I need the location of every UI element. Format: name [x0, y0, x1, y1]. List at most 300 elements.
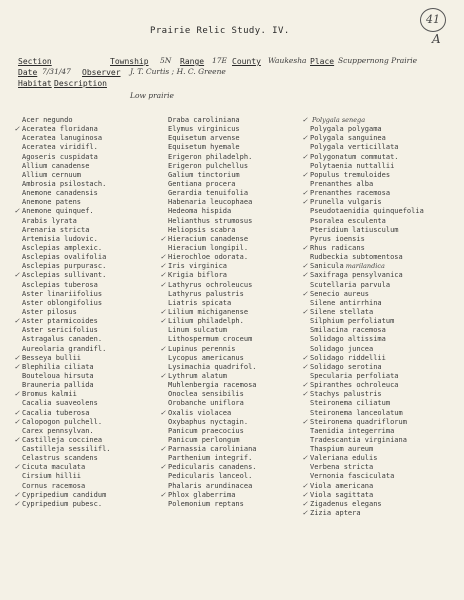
- species-name: Prenanthes racemosa: [310, 189, 391, 198]
- species-name: Cicuta maculata: [22, 463, 86, 472]
- species-name: Linum sulcatum: [168, 326, 228, 335]
- species-name: Lilium michiganense: [168, 307, 249, 316]
- check-mark: ✓: [302, 499, 308, 508]
- species-name: Cirsium hillii: [22, 472, 82, 481]
- species-name: Asclepias sullivant.: [22, 271, 107, 280]
- species-row: [160, 262, 310, 271]
- check-mark: ✓: [14, 435, 20, 444]
- date-label: Date: [18, 68, 38, 77]
- species-row: [302, 281, 452, 290]
- species-row: [14, 235, 164, 244]
- species-name: Pedicularis canadens.: [168, 463, 257, 472]
- species-row: [160, 390, 310, 399]
- range-label: Range: [180, 57, 205, 66]
- check-mark: ✓: [14, 317, 20, 326]
- check-mark: ✓: [302, 509, 308, 518]
- species-row: [160, 317, 310, 326]
- species-name: Bromus kalmii: [22, 390, 77, 399]
- species-name: Solidago serotina: [310, 362, 382, 371]
- species-row: [14, 271, 164, 280]
- species-row: [302, 290, 452, 299]
- species-name: Helianthus strumosus: [168, 216, 253, 225]
- species-name: Brauneria pallida: [22, 381, 94, 390]
- range-value: 17E: [212, 56, 228, 65]
- species-row: [302, 418, 452, 427]
- species-name: Steironema quadriflorum: [310, 417, 407, 426]
- species-name: Parnassia caroliniana: [168, 445, 257, 454]
- species-row: [302, 354, 452, 363]
- check-mark: ✓: [160, 234, 166, 243]
- species-row: [302, 409, 452, 418]
- species-name: Asclepias amplexic.: [22, 243, 103, 252]
- species-row: [14, 445, 164, 454]
- species-name: Spiranthes ochroleuca: [310, 381, 399, 390]
- species-name: Hieracium canadense: [168, 234, 249, 243]
- species-row: [302, 253, 452, 262]
- species-name: Polygala verticillata: [310, 143, 399, 152]
- species-row: [160, 482, 310, 491]
- species-column-1: [14, 116, 164, 509]
- species-row: [160, 427, 310, 436]
- check-mark: ✓: [14, 417, 20, 426]
- species-name: Iris virginica: [168, 262, 228, 271]
- species-row: [160, 445, 310, 454]
- place-label: Place: [310, 57, 335, 66]
- species-row: [160, 345, 310, 354]
- species-row: [14, 153, 164, 162]
- species-name: Cypripedium candidum: [22, 490, 107, 499]
- species-name: Equisetum arvense: [168, 134, 240, 143]
- species-row: [14, 472, 164, 481]
- species-row: [14, 253, 164, 262]
- species-row: [14, 482, 164, 491]
- check-mark: ✓: [302, 381, 308, 390]
- check-mark: ✓: [302, 170, 308, 179]
- species-name: Heliopsis scabra: [168, 225, 236, 234]
- species-name: Aster oblongifolius: [22, 298, 103, 307]
- species-name: Hieracium longipil.: [168, 243, 249, 252]
- species-row: [302, 363, 452, 372]
- species-row: [302, 244, 452, 253]
- species-name: Erigeron pulchellus: [168, 161, 249, 170]
- species-name: Arenaria stricta: [22, 225, 90, 234]
- check-mark: ✓: [14, 271, 20, 280]
- species-name: Pedicularis lanceol.: [168, 472, 253, 481]
- species-name: Calopogon pulchell.: [22, 417, 103, 426]
- species-row: [14, 281, 164, 290]
- species-row: [14, 390, 164, 399]
- check-mark: ✓: [14, 390, 20, 399]
- species-row: [302, 271, 452, 280]
- species-name: Phalaris arundinacea: [168, 481, 253, 490]
- check-mark: ✓: [302, 289, 308, 298]
- species-row: [160, 354, 310, 363]
- species-row: [302, 189, 452, 198]
- species-name: Smilacina racemosa: [310, 326, 386, 335]
- species-name: Aster sericifolius: [22, 326, 98, 335]
- check-mark: ✓: [160, 317, 166, 326]
- species-name: Blephilia ciliata: [22, 362, 94, 371]
- page-title: Prairie Relic Study. IV.: [150, 26, 290, 36]
- species-name: Oxybaphus nyctagin.: [168, 417, 249, 426]
- species-name: Phlox glaberrima: [168, 490, 236, 499]
- species-name: Agoseris cuspidata: [22, 152, 98, 161]
- species-row: [302, 134, 452, 143]
- species-name: Hierochloe odorata.: [168, 253, 249, 262]
- species-row: [14, 345, 164, 354]
- check-mark: ✓: [14, 125, 20, 134]
- species-row: [302, 427, 452, 436]
- check-mark: ✓: [302, 262, 308, 271]
- species-name: Viola sagittata: [310, 490, 374, 499]
- species-name: Steironema ciliatum: [310, 399, 391, 408]
- species-name: Aster ptarmicoides: [22, 317, 98, 326]
- species-row: [14, 399, 164, 408]
- check-mark: ✓: [14, 499, 20, 508]
- species-name: Sanicula: [310, 262, 344, 271]
- species-row: [14, 354, 164, 363]
- species-row: [302, 472, 452, 481]
- species-name: Aster linariifolius: [22, 289, 103, 298]
- species-name: Pyrus ioensis: [310, 234, 365, 243]
- species-name: Viola americana: [310, 481, 374, 490]
- species-row: [160, 472, 310, 481]
- species-row: [14, 299, 164, 308]
- species-name: Lythrum alatum: [168, 371, 228, 380]
- species-name: Onoclea sensibilis: [168, 390, 244, 399]
- species-row: [302, 372, 452, 381]
- species-row: [14, 335, 164, 344]
- species-row: [302, 153, 452, 162]
- species-name: Silene stellata: [310, 307, 374, 316]
- species-name: Steironema lanceolatum: [310, 408, 403, 417]
- species-name: Stachys palustris: [310, 390, 382, 399]
- species-row: [160, 180, 310, 189]
- check-mark: ✓: [302, 390, 308, 399]
- species-name: Silene antirrhina: [310, 298, 382, 307]
- species-name: Panicum perlongum: [168, 435, 240, 444]
- species-row: [14, 262, 164, 271]
- species-row: [160, 299, 310, 308]
- species-row: [160, 463, 310, 472]
- species-row: [302, 445, 452, 454]
- species-row: [160, 143, 310, 152]
- species-row: [160, 162, 310, 171]
- species-row: [160, 226, 310, 235]
- species-row: [302, 463, 452, 472]
- species-name: Allium canadense: [22, 161, 90, 170]
- check-mark: ✓: [160, 408, 166, 417]
- place-value: Scuppernong Prairie: [338, 56, 418, 65]
- species-name: Bouteloua hirsuta: [22, 371, 94, 380]
- species-row: [14, 418, 164, 427]
- species-name: Vernonia fasciculata: [310, 472, 395, 481]
- page-number-circle: 41: [420, 8, 446, 32]
- species-name: Silphium perfoliatum: [310, 317, 395, 326]
- species-name: Anemone quinquef.: [22, 207, 94, 216]
- species-name: Elymus virginicus: [168, 125, 240, 134]
- species-row: [160, 491, 310, 500]
- species-row: [302, 125, 452, 134]
- species-name: Lilium philadelph.: [168, 317, 244, 326]
- species-name: Castilleja sessilifl.: [22, 445, 111, 454]
- species-row: [160, 454, 310, 463]
- observer-value: J. T. Curtis ; H. C. Greene: [130, 67, 226, 76]
- species-name: Lysimachia quadrifol.: [168, 362, 257, 371]
- species-name: Lithospermum croceum: [168, 335, 253, 344]
- observer-label: Observer: [82, 68, 121, 77]
- species-row: [302, 335, 452, 344]
- species-name: Solidago juncea: [310, 344, 374, 353]
- species-row: [160, 189, 310, 198]
- species-name: Cornus racemosa: [22, 481, 86, 490]
- species-name: Equisetum hyemale: [168, 143, 240, 152]
- species-row: [302, 299, 452, 308]
- species-row: [14, 454, 164, 463]
- species-name: Tradescantia virginiana: [310, 435, 407, 444]
- species-row: [14, 116, 164, 125]
- species-row: [302, 317, 452, 326]
- species-row: [160, 125, 310, 134]
- check-mark: ✓: [160, 307, 166, 316]
- species-name: Muhlenbergia racemosa: [168, 381, 257, 390]
- species-row: [160, 235, 310, 244]
- species-row: [160, 217, 310, 226]
- section-label: Section: [18, 57, 52, 66]
- species-name: Scutellaria parvula: [310, 280, 391, 289]
- county-label: County: [232, 57, 261, 66]
- species-row: [14, 317, 164, 326]
- species-row: [160, 116, 310, 125]
- species-name: Specularia perfoliata: [310, 371, 399, 380]
- species-row: [14, 463, 164, 472]
- species-name: Artemisia ludovic.: [22, 234, 98, 243]
- species-row: [302, 390, 452, 399]
- species-name: Aster pilosus: [22, 307, 77, 316]
- species-name: Asclepias tuberosa: [22, 280, 98, 289]
- species-name: Parthenium integrif.: [168, 454, 253, 463]
- species-name: Cacalia suaveolens: [22, 399, 98, 408]
- check-mark: ✓: [302, 307, 308, 316]
- handwritten-annotation: marilandica: [345, 262, 385, 271]
- species-name: Astragalus canaden.: [22, 335, 103, 344]
- check-mark: ✓: [160, 262, 166, 271]
- species-name: Pteridium latiusculum: [310, 225, 399, 234]
- species-name: Galium tinctorium: [168, 170, 240, 179]
- check-mark: ✓: [14, 207, 20, 216]
- species-row: [302, 207, 452, 216]
- species-name: Aceratea viridifl.: [22, 143, 98, 152]
- species-name: Taenidia integerrima: [310, 426, 395, 435]
- species-row: [160, 500, 310, 509]
- species-row: [14, 363, 164, 372]
- species-name: Solidago riddellii: [310, 353, 386, 362]
- species-name: Populus tremuloides: [310, 170, 391, 179]
- check-mark: ✓: [160, 280, 166, 289]
- species-name: Psoralea esculenta: [310, 216, 386, 225]
- description-label: Description: [54, 79, 107, 88]
- species-row: [160, 134, 310, 143]
- species-name: Lycopus americanus: [168, 353, 244, 362]
- species-row: [14, 326, 164, 335]
- species-row: [302, 180, 452, 189]
- species-row: [302, 308, 452, 317]
- check-mark: ✓: [160, 490, 166, 499]
- check-mark: ✓: [160, 463, 166, 472]
- species-name: Anemone canadensis: [22, 189, 98, 198]
- species-name: Polygonatum commutat.: [310, 152, 399, 161]
- check-mark: ✓: [302, 417, 308, 426]
- species-name: Zizia aptera: [310, 509, 361, 518]
- species-row: [14, 143, 164, 152]
- species-row: [14, 308, 164, 317]
- check-mark: ✓: [14, 490, 20, 499]
- species-row: [14, 125, 164, 134]
- species-row: [14, 189, 164, 198]
- species-row: [302, 345, 452, 354]
- species-row: [14, 436, 164, 445]
- species-row: [14, 381, 164, 390]
- species-name: Polemonium reptans: [168, 499, 244, 508]
- species-row: [160, 381, 310, 390]
- species-name: Acer negundo: [22, 116, 73, 124]
- species-row: [302, 262, 452, 271]
- species-name: Arabis lyrata: [22, 216, 77, 225]
- species-row: [160, 372, 310, 381]
- species-row: [302, 509, 452, 518]
- species-row: [302, 381, 452, 390]
- species-row: [14, 217, 164, 226]
- species-row: [160, 409, 310, 418]
- species-row: [14, 244, 164, 253]
- species-name: Allium cernuum: [22, 170, 82, 179]
- species-name: Ambrosia psilostach.: [22, 179, 107, 188]
- species-name: Anemone patens: [22, 198, 82, 207]
- species-row: [160, 253, 310, 262]
- species-name: Rhus radicans: [310, 243, 365, 252]
- habitat-label: Habitat: [18, 79, 52, 88]
- species-row: [160, 363, 310, 372]
- species-name: Valeriana edulis: [310, 454, 378, 463]
- species-row: [160, 198, 310, 207]
- handwritten-annotation: Polygala senega: [312, 116, 366, 124]
- species-row: [14, 500, 164, 509]
- check-mark: ✓: [160, 253, 166, 262]
- check-mark: ✓: [302, 271, 308, 280]
- species-row: [14, 207, 164, 216]
- species-name: Thaspium aureum: [310, 445, 374, 454]
- species-name: Senecio aureus: [310, 289, 370, 298]
- species-name: Polygala sanguinea: [310, 134, 386, 143]
- species-row: [160, 171, 310, 180]
- species-row: [302, 198, 452, 207]
- page-letter: A: [432, 32, 441, 46]
- species-row: [160, 399, 310, 408]
- check-mark: ✓: [302, 116, 308, 124]
- species-row: [160, 308, 310, 317]
- species-name: Krigia biflora: [168, 271, 228, 280]
- township-label: Township: [110, 57, 149, 66]
- species-name: Solidago altissima: [310, 335, 386, 344]
- species-name: Aureolaria grandifl.: [22, 344, 107, 353]
- species-name: Lupinus perennis: [168, 344, 236, 353]
- species-row: [14, 198, 164, 207]
- species-name: Aceratea lanuginosa: [22, 134, 103, 143]
- check-mark: ✓: [160, 344, 166, 353]
- species-row: [302, 500, 452, 509]
- species-row: [302, 436, 452, 445]
- species-row: [302, 399, 452, 408]
- species-row: [302, 491, 452, 500]
- species-name: Verbena stricta: [310, 463, 374, 472]
- species-row: [160, 153, 310, 162]
- species-name: Polytaenia nuttallii: [310, 161, 395, 170]
- species-row: [302, 217, 452, 226]
- check-mark: ✓: [302, 490, 308, 499]
- check-mark: ✓: [14, 463, 20, 472]
- check-mark: ✓: [302, 353, 308, 362]
- species-name: Cacalia tuberosa: [22, 408, 90, 417]
- species-row: [160, 207, 310, 216]
- check-mark: ✓: [302, 198, 308, 207]
- species-row: [14, 171, 164, 180]
- check-mark: ✓: [302, 243, 308, 252]
- species-row: [160, 335, 310, 344]
- species-row: [14, 180, 164, 189]
- species-name: Panicum praecocius: [168, 426, 244, 435]
- species-row: [160, 436, 310, 445]
- species-name: Asclepias purpurasc.: [22, 262, 107, 271]
- species-name: Gerardia tenuifolia: [168, 189, 249, 198]
- species-row: [14, 409, 164, 418]
- species-name: Cypripedium pubesc.: [22, 499, 103, 508]
- species-row: [160, 244, 310, 253]
- species-name: Aceratea floridana: [22, 125, 98, 134]
- species-row: [160, 271, 310, 280]
- species-name: Erigeron philadelph.: [168, 152, 253, 161]
- species-name: Besseya bullii: [22, 353, 82, 362]
- species-row: [160, 281, 310, 290]
- species-name: Carex pennsylvan.: [22, 426, 94, 435]
- check-mark: ✓: [160, 371, 166, 380]
- species-row: [302, 171, 452, 180]
- species-name: Saxifraga pensylvanica: [310, 271, 403, 280]
- species-name: Lathyrus ochroleucus: [168, 280, 253, 289]
- check-mark: ✓: [302, 481, 308, 490]
- species-name: Prenanthes alba: [310, 179, 374, 188]
- species-name: Asclepias ovalifolia: [22, 253, 107, 262]
- species-row: [14, 427, 164, 436]
- species-row: [160, 418, 310, 427]
- species-row: [302, 454, 452, 463]
- species-column-3: [302, 116, 452, 518]
- species-row: [302, 162, 452, 171]
- species-row: [302, 326, 452, 335]
- species-row: [160, 326, 310, 335]
- check-mark: ✓: [302, 362, 308, 371]
- county-value: Waukesha: [268, 56, 307, 65]
- description-value: Low prairie: [130, 91, 174, 100]
- species-name: Celastrus scandens: [22, 454, 98, 463]
- check-mark: ✓: [302, 189, 308, 198]
- species-name: Prunella vulgaris: [310, 198, 382, 207]
- species-row: [14, 226, 164, 235]
- species-row: [302, 226, 452, 235]
- species-name: Hedeoma hispida: [168, 207, 232, 216]
- species-name: Rudbeckia subtomentosa: [310, 253, 403, 262]
- species-column-2: [160, 116, 310, 509]
- check-mark: ✓: [14, 362, 20, 371]
